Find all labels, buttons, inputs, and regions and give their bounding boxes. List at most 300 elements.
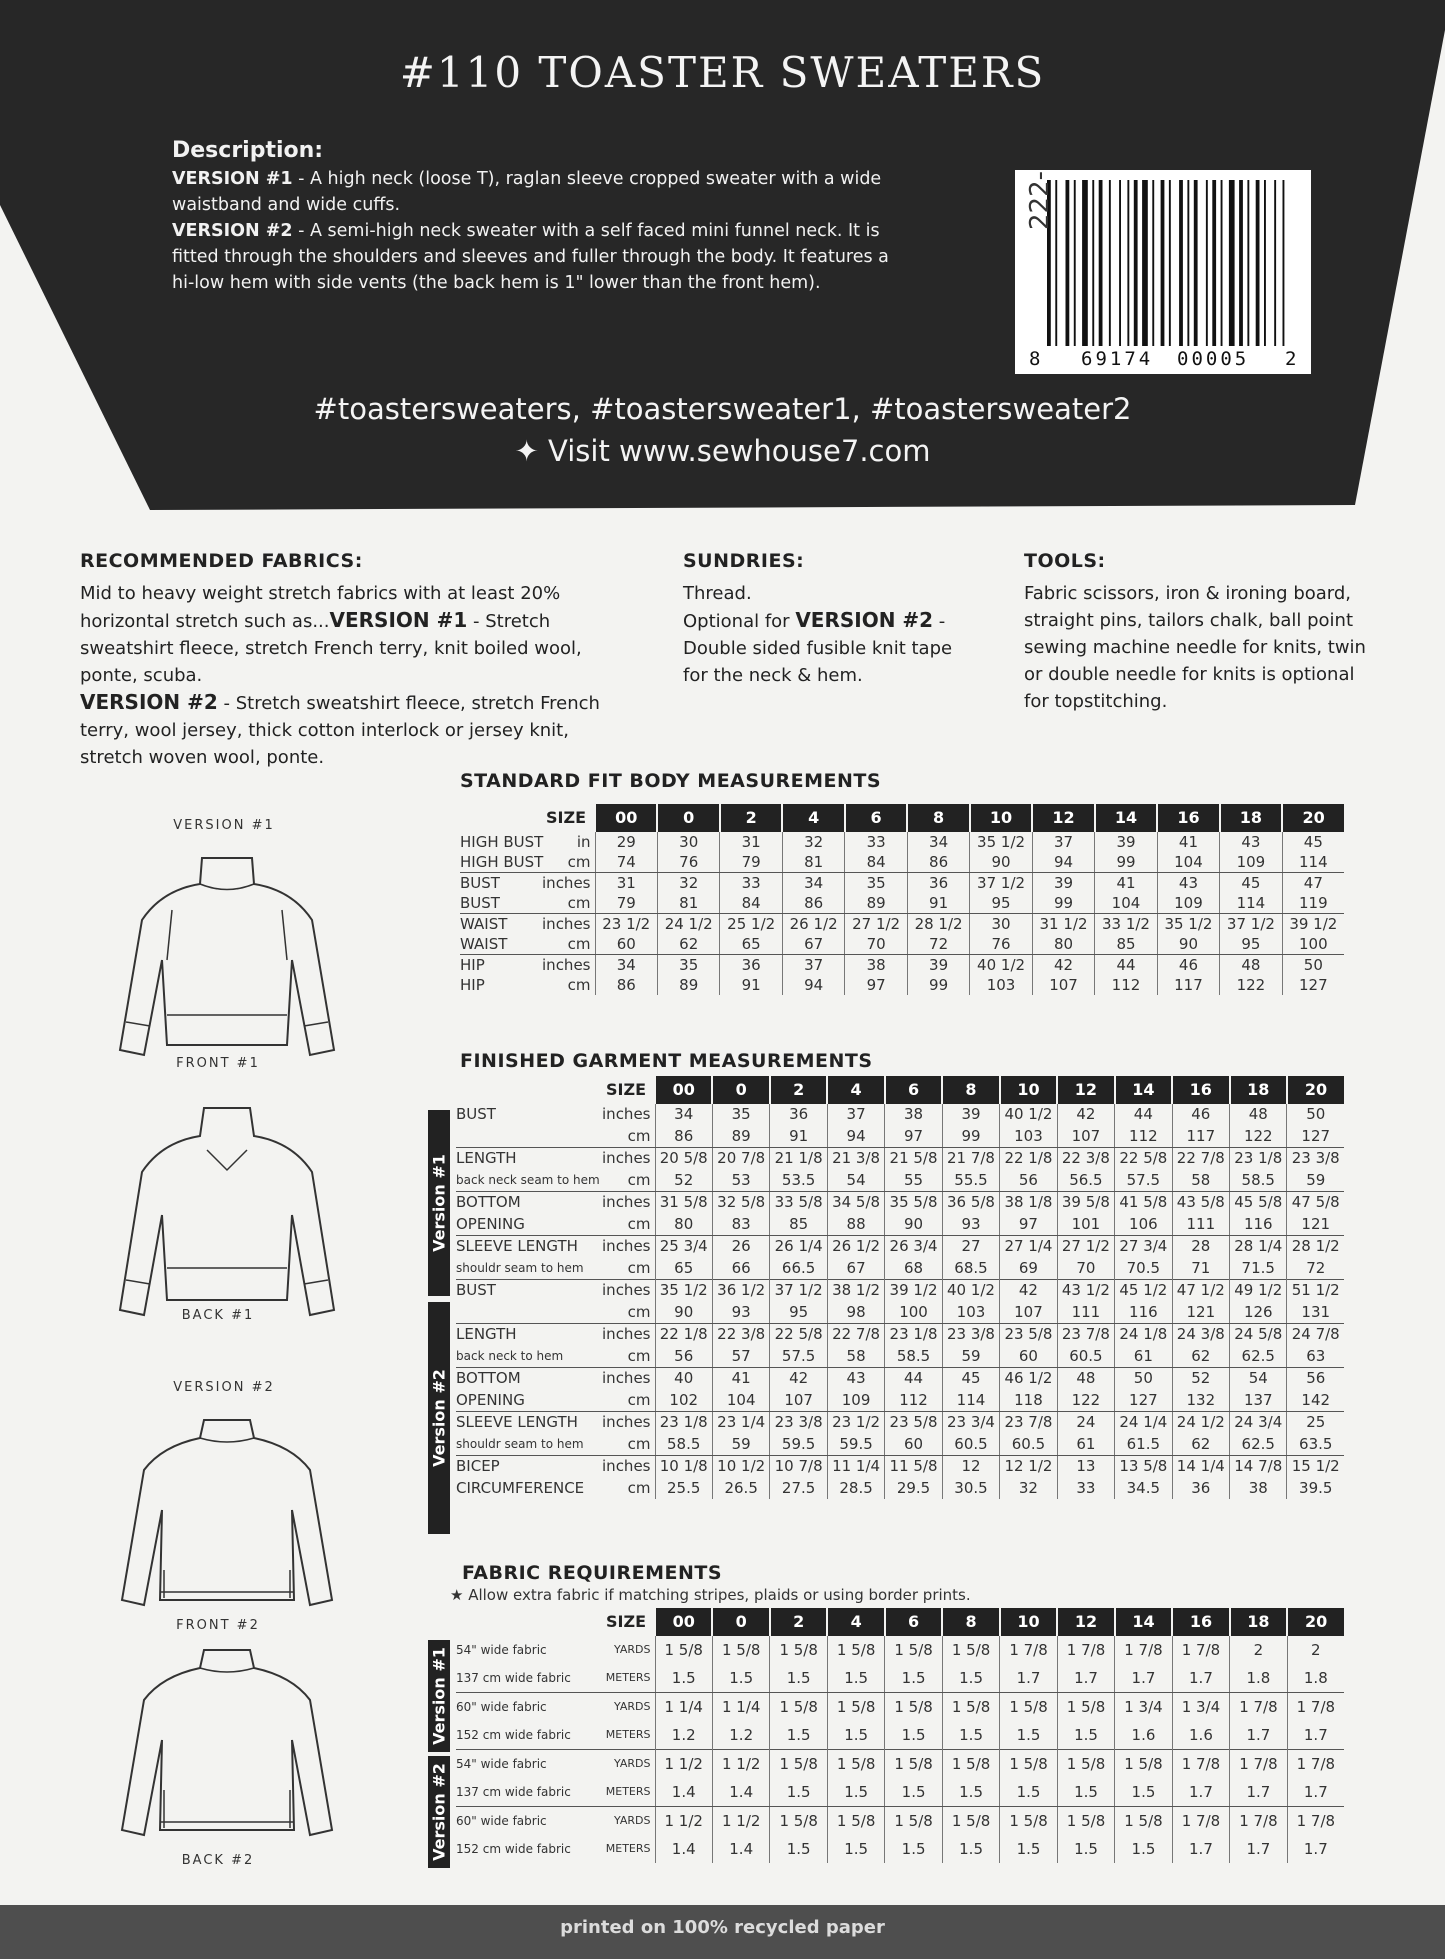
cell-size-14: 99 [1095,852,1157,873]
cell-size-16: 46 [1172,1104,1229,1126]
size-header-18: 18 [1230,1608,1287,1636]
cell-size-18: 48 [1220,955,1282,976]
cell-size-0: 32 [657,873,719,894]
cell-size-2: 79 [720,852,782,873]
cell-size-2: 21 1/8 [770,1148,827,1170]
fabric-version2-bar [428,1756,450,1868]
size-header-2: 2 [720,804,782,832]
cell-size-20: 1.7 [1287,1778,1344,1807]
cell-size-00: 34 [655,1104,712,1126]
row-name: 152 cm wide fabric [456,1728,571,1742]
cell-size-10: 1.5 [1000,1778,1057,1807]
row-unit: cm [567,894,591,912]
cell-size-16: 62 [1172,1434,1229,1456]
cell-size-2: 36 [720,955,782,976]
cell-size-10: 95 [970,893,1032,914]
row-unit: inches [602,1105,651,1123]
v2-text: - A semi-high neck sweater with a self faced mini funnel neck. It is fitted through the shoulders and sleeves and fuller through the body. It features a hi-low hem with side vents (the back hem is 1" lower than the front hem). [172,221,889,293]
cell-size-2: 36 [770,1104,827,1126]
cell-size-8: 39 [907,955,969,976]
cell-size-18: 116 [1230,1214,1287,1236]
cell-size-0: 59 [712,1434,769,1456]
row-name: HIGH BUST [460,833,544,851]
cell-size-12: 24 [1057,1412,1114,1434]
cell-size-6: 1 5/8 [885,1636,942,1664]
size-header-18: 18 [1220,804,1282,832]
cell-size-14: 1.6 [1115,1721,1172,1750]
cell-size-4: 86 [782,893,844,914]
cell-size-10: 40 1/2 [1000,1104,1057,1126]
v1-label: VERSION #1 [172,169,293,189]
cell-size-2: 1.5 [770,1664,827,1693]
cell-size-16: 1 7/8 [1172,1807,1229,1836]
cell-size-12: 1 5/8 [1057,1693,1114,1722]
row-unit: cm [627,1346,651,1365]
cell-size-8: 39 [942,1104,999,1126]
size-header-4: 4 [782,804,844,832]
cell-size-18: 126 [1230,1302,1287,1324]
fabrics-text-2: - Stretch sweatshirt fleece, stretch French terry, wool jersey, thick cotton interlock or jersey knit, stretch woven wool, ponte. [80,693,600,768]
cell-size-10: 23 5/8 [1000,1324,1057,1346]
table-row [456,1636,1344,1664]
table-row [456,1835,1344,1863]
cell-size-20: 28 1/2 [1287,1236,1344,1258]
cell-size-14: 1.7 [1115,1664,1172,1693]
row-unit: inches [542,874,591,892]
size-header-2: 2 [770,1076,827,1104]
cell-size-00: 23 1/8 [655,1412,712,1434]
cell-size-14: 112 [1115,1126,1172,1148]
row-label [456,1126,655,1148]
cell-size-20: 127 [1287,1126,1344,1148]
cell-size-0: 26.5 [712,1478,769,1500]
cell-size-8: 72 [907,934,969,955]
row-label [456,1324,655,1346]
cell-size-00: 58.5 [655,1434,712,1456]
cell-size-6: 58.5 [885,1346,942,1368]
label-front1: FRONT #1 [176,1056,260,1071]
cell-size-14: 106 [1115,1214,1172,1236]
cell-size-20: 1 7/8 [1287,1750,1344,1779]
cell-size-16: 90 [1157,934,1219,955]
row-label [460,914,595,935]
row-label [456,1104,655,1126]
table-row [460,832,1344,852]
cell-size-4: 32 [782,832,844,852]
garment-measurements-title: FINISHED GARMENT MEASUREMENTS [460,1050,873,1072]
sundries-text-a: Optional for [683,611,796,632]
table-row [460,975,1344,995]
cell-size-18: 1.7 [1230,1721,1287,1750]
cell-size-0: 62 [657,934,719,955]
size-header-4: 4 [827,1076,884,1104]
cell-size-00: 31 [595,873,657,894]
recommended-fabrics [80,550,620,771]
cell-size-8: 55.5 [942,1170,999,1192]
cell-size-6: 38 [885,1104,942,1126]
cell-size-12: 33 [1057,1478,1114,1500]
cell-size-10: 38 1/8 [1000,1192,1057,1214]
cell-size-14: 27 3/4 [1115,1236,1172,1258]
cell-size-4: 34 [782,873,844,894]
row-name: HIP [460,976,485,994]
size-header-16: 16 [1172,1076,1229,1104]
v1-text: - A high neck (loose T), raglan sleeve cropped sweater with a wide waistband and wide cuffs. [172,169,882,215]
cell-size-10: 35 1/2 [970,832,1032,852]
cell-size-20: 59 [1287,1170,1344,1192]
cell-size-6: 11 5/8 [885,1456,942,1478]
cell-size-20: 1 7/8 [1287,1693,1344,1722]
cell-size-18: 137 [1230,1390,1287,1412]
fabrics-text-1b: - Stretch sweatshirt fleece, stretch French terry, knit boiled wool, ponte, scuba. [80,611,582,686]
cell-size-8: 103 [942,1302,999,1324]
cell-size-0: 1 5/8 [712,1636,769,1664]
cell-size-0: 57 [712,1346,769,1368]
cell-size-00: 1 1/2 [655,1807,712,1836]
cell-size-12: 101 [1057,1214,1114,1236]
size-header-20: 20 [1287,1608,1344,1636]
cell-size-4: 58 [827,1346,884,1368]
cell-size-00: 86 [595,975,657,995]
cell-size-8: 1.5 [942,1778,999,1807]
cell-size-16: 62 [1172,1346,1229,1368]
row-label [460,975,595,995]
cell-size-12: 1 7/8 [1057,1636,1114,1664]
cell-size-4: 43 [827,1368,884,1390]
cell-size-0: 36 1/2 [712,1280,769,1302]
cell-size-20: 131 [1287,1302,1344,1324]
cell-size-12: 39 5/8 [1057,1192,1114,1214]
row-label [456,1192,655,1214]
cell-size-18: 71.5 [1230,1258,1287,1280]
cell-size-14: 1 5/8 [1115,1807,1172,1836]
row-name: BUST [456,1105,496,1123]
cell-size-20: 1 7/8 [1287,1807,1344,1836]
cell-size-16: 24 3/8 [1172,1324,1229,1346]
cell-size-10: 107 [1000,1302,1057,1324]
cell-size-0: 66 [712,1258,769,1280]
cell-size-12: 42 [1057,1104,1114,1126]
cell-size-20: 51 1/2 [1287,1280,1344,1302]
cell-size-2: 107 [770,1390,827,1412]
cell-size-18: 14 7/8 [1230,1456,1287,1478]
cell-size-12: 27 1/2 [1057,1236,1114,1258]
row-name: OPENING [456,1214,525,1233]
cell-size-18: 109 [1220,852,1282,873]
cell-size-4: 1 5/8 [827,1750,884,1779]
cell-size-4: 34 5/8 [827,1192,884,1214]
row-name: 54" wide fabric [456,1643,547,1657]
cell-size-18: 24 3/4 [1230,1412,1287,1434]
table-row [456,1126,1344,1148]
table-row [456,1478,1344,1500]
garment-version2-bar [428,1302,450,1534]
row-name: BICEP [456,1457,500,1475]
row-label [456,1346,655,1368]
cell-size-10: 60 [1000,1346,1057,1368]
barcode-bar [1152,180,1154,346]
description-version2 [172,218,892,296]
cell-size-12: 111 [1057,1302,1114,1324]
cell-size-00: 90 [655,1302,712,1324]
footer-text: printed on 100% recycled paper [560,1917,885,1938]
cell-size-10: 97 [1000,1214,1057,1236]
cell-size-10: 1.7 [1000,1664,1057,1693]
cell-size-16: 1.7 [1172,1664,1229,1693]
cell-size-2: 1.5 [770,1778,827,1807]
garment-version2-label: Version #2 [429,1369,449,1467]
barcode-bar [1283,180,1285,346]
barcode-digit-last: 2 [1285,348,1297,370]
cell-size-10: 1.5 [1000,1721,1057,1750]
row-name: shouldr seam to hem [456,1436,584,1451]
row-label [456,1302,655,1324]
cell-size-8: 1 5/8 [942,1807,999,1836]
cell-size-18: 28 1/4 [1230,1236,1287,1258]
cell-size-2: 1 5/8 [770,1636,827,1664]
cell-size-10: 76 [970,934,1032,955]
cell-size-4: 26 1/2 [827,1236,884,1258]
cell-size-4: 94 [782,975,844,995]
cell-size-20: 25 [1287,1412,1344,1434]
cell-size-10: 22 1/8 [1000,1148,1057,1170]
barcode-bar [1212,180,1216,346]
cell-size-8: 68.5 [942,1258,999,1280]
barcode-bar [1074,180,1076,346]
cell-size-20: 2 [1287,1636,1344,1664]
cell-size-0: 24 1/2 [657,914,719,935]
size-header-16: 16 [1172,1608,1229,1636]
cell-size-14: 1.5 [1115,1778,1172,1807]
barcode-bar [1127,180,1129,346]
row-unit: cm [567,976,591,994]
cell-size-00: 52 [655,1170,712,1192]
cell-size-0: 1.2 [712,1721,769,1750]
size-header-20: 20 [1282,804,1344,832]
cell-size-10: 60.5 [1000,1434,1057,1456]
size-header-10: 10 [1000,1076,1057,1104]
barcode-bar [1161,180,1165,346]
cell-size-18: 24 5/8 [1230,1324,1287,1346]
barcode-bar [1264,180,1266,346]
table-row [456,1214,1344,1236]
row-unit: inches [602,1369,651,1387]
row-label [456,1170,655,1192]
cell-size-2: 31 [720,832,782,852]
cell-size-2: 10 7/8 [770,1456,827,1478]
cell-size-18: 1.7 [1230,1835,1287,1863]
size-header-20: 20 [1287,1076,1344,1104]
cell-size-4: 37 [782,955,844,976]
cell-size-6: 1.5 [885,1664,942,1693]
cell-size-8: 27 [942,1236,999,1258]
cell-size-10: 1 5/8 [1000,1807,1057,1836]
cell-size-4: 67 [782,934,844,955]
cell-size-16: 46 [1157,955,1219,976]
row-unit: cm [627,1126,651,1145]
cell-size-4: 88 [827,1214,884,1236]
cell-size-20: 50 [1287,1104,1344,1126]
cell-size-20: 119 [1282,893,1344,914]
barcode-bar [1256,180,1260,346]
cell-size-00: 102 [655,1390,712,1412]
cell-size-12: 1.5 [1057,1835,1114,1863]
cell-size-14: 61.5 [1115,1434,1172,1456]
cell-size-12: 94 [1032,852,1094,873]
cell-size-2: 85 [770,1214,827,1236]
cell-size-4: 109 [827,1390,884,1412]
cell-size-14: 1 7/8 [1115,1636,1172,1664]
row-unit: METERS [605,1728,651,1741]
cell-size-14: 33 1/2 [1095,914,1157,935]
cell-size-14: 13 5/8 [1115,1456,1172,1478]
row-label [460,934,595,955]
cell-size-6: 70 [845,934,907,955]
cell-size-4: 1 5/8 [827,1693,884,1722]
row-unit: cm [627,1434,651,1453]
cell-size-00: 60 [595,934,657,955]
row-name: OPENING [456,1390,525,1409]
row-name: HIGH BUST [460,853,544,871]
cell-size-20: 39 1/2 [1282,914,1344,935]
cell-size-20: 1.7 [1287,1721,1344,1750]
cell-size-8: 114 [942,1390,999,1412]
cell-size-6: 23 1/8 [885,1324,942,1346]
cell-size-18: 122 [1220,975,1282,995]
cell-size-2: 42 [770,1368,827,1390]
cell-size-10: 1 7/8 [1000,1636,1057,1664]
cell-size-20: 23 3/8 [1287,1148,1344,1170]
cell-size-12: 23 7/8 [1057,1324,1114,1346]
row-name: 137 cm wide fabric [456,1785,571,1799]
row-name: BUST [460,874,500,892]
table-row [460,914,1344,935]
barcode [1015,170,1311,374]
cell-size-0: 1.4 [712,1778,769,1807]
cell-size-10: 69 [1000,1258,1057,1280]
cell-size-18: 1.8 [1230,1664,1287,1693]
cell-size-18: 49 1/2 [1230,1280,1287,1302]
size-header-10: 10 [1000,1608,1057,1636]
cell-size-8: 40 1/2 [942,1280,999,1302]
barcode-handwriting: 222- [1025,170,1055,230]
size-header-8: 8 [942,1608,999,1636]
cell-size-6: 112 [885,1390,942,1412]
barcode-bar [1142,180,1148,346]
cell-size-12: 80 [1032,934,1094,955]
row-label [456,1368,655,1390]
size-header-6: 6 [845,804,907,832]
row-name: 60" wide fabric [456,1700,547,1714]
cell-size-8: 12 [942,1456,999,1478]
cell-size-12: 1 5/8 [1057,1750,1114,1779]
row-unit: YARDS [614,1700,651,1713]
table-row [456,1258,1344,1280]
cell-size-2: 91 [770,1126,827,1148]
cell-size-0: 1.4 [712,1835,769,1863]
cell-size-0: 41 [712,1368,769,1390]
cell-size-20: 72 [1287,1258,1344,1280]
cell-size-8: 45 [942,1368,999,1390]
cell-size-6: 55 [885,1170,942,1192]
cell-size-8: 23 3/8 [942,1324,999,1346]
cell-size-00: 65 [655,1258,712,1280]
cell-size-18: 114 [1220,893,1282,914]
row-label [456,1236,655,1258]
cell-size-14: 61 [1115,1346,1172,1368]
cell-size-4: 1.5 [827,1721,884,1750]
cell-size-0: 93 [712,1302,769,1324]
cell-size-16: 41 [1157,832,1219,852]
cell-size-4: 22 7/8 [827,1324,884,1346]
cell-size-12: 1.5 [1057,1721,1114,1750]
cell-size-6: 1 5/8 [885,1693,942,1722]
cell-size-18: 38 [1230,1478,1287,1500]
cell-size-18: 37 1/2 [1220,914,1282,935]
barcode-bar [1092,180,1094,346]
cell-size-0: 1 1/4 [712,1693,769,1722]
cell-size-2: 66.5 [770,1258,827,1280]
row-unit: inches [602,1457,651,1475]
row-unit: METERS [605,1842,651,1855]
description-version1 [172,166,892,218]
barcode-digit-group1: 69174 [1081,348,1154,370]
fabrics-v2-label: VERSION #2 [80,690,218,714]
cell-size-20: 47 5/8 [1287,1192,1344,1214]
cell-size-00: 1.2 [655,1721,712,1750]
cell-size-10: 42 [1000,1280,1057,1302]
cell-size-2: 1.5 [770,1835,827,1863]
row-unit: inches [602,1325,651,1343]
cell-size-14: 1.5 [1115,1835,1172,1863]
cell-size-14: 41 [1095,873,1157,894]
sketch-back-1 [112,1100,342,1320]
cell-size-16: 121 [1172,1302,1229,1324]
cell-size-16: 28 [1172,1236,1229,1258]
cell-size-16: 1.7 [1172,1778,1229,1807]
sketch-back-2 [112,1640,342,1840]
size-header-2: 2 [770,1608,827,1636]
row-label [456,1721,655,1750]
row-unit: inches [542,915,591,933]
page-title: #110 TOASTER SWEATERS [399,48,1046,97]
cell-size-12: 56.5 [1057,1170,1114,1192]
cell-size-6: 39 1/2 [885,1280,942,1302]
cell-size-6: 100 [885,1302,942,1324]
cell-size-10: 23 7/8 [1000,1412,1057,1434]
cell-size-14: 127 [1115,1390,1172,1412]
row-name: CIRCUMFERENCE [456,1478,585,1497]
cell-size-12: 42 [1032,955,1094,976]
cell-size-2: 91 [720,975,782,995]
cell-size-10: 27 1/4 [1000,1236,1057,1258]
cell-size-12: 1 5/8 [1057,1807,1114,1836]
table-row [456,1192,1344,1214]
website-link[interactable]: ✦ Visit www.sewhouse7.com [514,434,931,468]
cell-size-4: 54 [827,1170,884,1192]
cell-size-00: 20 5/8 [655,1148,712,1170]
cell-size-2: 57.5 [770,1346,827,1368]
fabrics-paragraph-1 [80,580,620,689]
cell-size-16: 1 3/4 [1172,1693,1229,1722]
table-row [460,893,1344,914]
table-row [460,955,1344,976]
cell-size-14: 57.5 [1115,1170,1172,1192]
cell-size-4: 11 1/4 [827,1456,884,1478]
cell-size-12: 48 [1057,1368,1114,1390]
row-name: WAIST [460,935,508,953]
cell-size-00: 86 [655,1126,712,1148]
